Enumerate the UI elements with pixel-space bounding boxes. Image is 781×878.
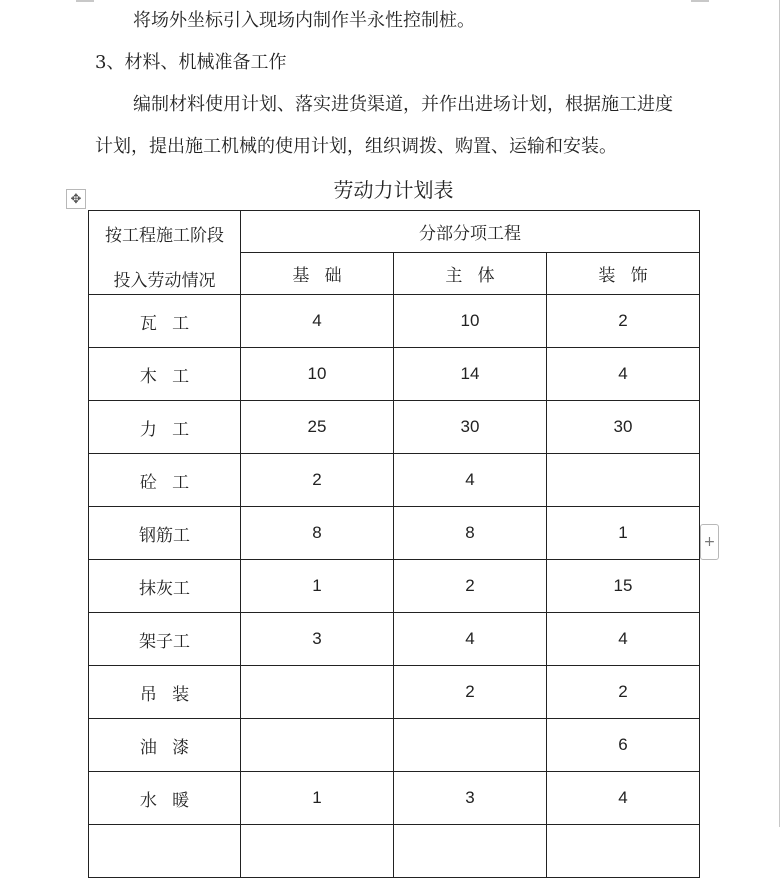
- value-cell: [394, 719, 547, 772]
- value-cell: 2: [547, 295, 700, 348]
- value-cell: [547, 454, 700, 507]
- column-header-cell: 基础: [241, 253, 394, 295]
- value-cell: 1: [241, 772, 394, 825]
- table-caption: 劳动力计划表: [333, 178, 454, 202]
- body-line-4: 计划，提出施工机械的使用计划，组织调拨、购置、运输和安装。: [95, 136, 617, 157]
- plus-icon[interactable]: +: [700, 524, 719, 560]
- value-cell: [394, 825, 547, 878]
- trade-cell: 架子工: [89, 613, 241, 666]
- trade-cell: 水暖: [89, 772, 241, 825]
- value-cell: 30: [547, 401, 700, 454]
- move-arrows-icon[interactable]: ✥: [66, 189, 86, 209]
- value-cell: 8: [394, 507, 547, 560]
- value-cell: 2: [394, 560, 547, 613]
- table-row: [89, 825, 700, 878]
- value-cell: [241, 666, 394, 719]
- corner-header-cell: [89, 211, 241, 295]
- table-row: [89, 454, 700, 507]
- column-header-cell: 主体: [394, 253, 547, 295]
- value-cell: 30: [394, 401, 547, 454]
- table-row: [89, 401, 700, 454]
- labor-plan-table: [88, 210, 700, 878]
- table-row: [89, 613, 700, 666]
- value-cell: 3: [241, 613, 394, 666]
- table-row: [89, 295, 700, 348]
- value-cell: 10: [394, 295, 547, 348]
- value-cell: [547, 825, 700, 878]
- value-cell: 4: [547, 772, 700, 825]
- value-cell: 14: [394, 348, 547, 401]
- trade-cell: 力工: [89, 401, 241, 454]
- table-row: [89, 507, 700, 560]
- column-header-cell: 装饰: [547, 253, 700, 295]
- trade-cell: 抹灰工: [89, 560, 241, 613]
- value-cell: 4: [394, 613, 547, 666]
- corner-header-line-2: 投入劳动情况: [113, 271, 216, 291]
- section-heading: 3、材料、机械准备工作: [95, 52, 287, 73]
- value-cell: 25: [241, 401, 394, 454]
- trade-cell: 吊装: [89, 666, 241, 719]
- group-header-cell: 分部分项工程: [241, 211, 700, 253]
- page-edge-line: [779, 0, 780, 827]
- value-cell: 3: [394, 772, 547, 825]
- value-cell: [241, 825, 394, 878]
- value-cell: 4: [241, 295, 394, 348]
- trade-cell: 木工: [89, 348, 241, 401]
- margin-mark: [76, 0, 94, 2]
- table-row: [89, 666, 700, 719]
- value-cell: 4: [547, 348, 700, 401]
- table-row: [89, 348, 700, 401]
- value-cell: 6: [547, 719, 700, 772]
- trade-cell: 砼工: [89, 454, 241, 507]
- table-row: [89, 560, 700, 613]
- body-line-1: 将场外坐标引入现场内制作半永性控制桩。: [133, 10, 475, 31]
- value-cell: [241, 719, 394, 772]
- value-cell: 4: [394, 454, 547, 507]
- value-cell: 2: [241, 454, 394, 507]
- body-line-3: 编制材料使用计划、落实进货渠道，并作出进场计划，根据施工进度: [133, 94, 673, 115]
- trade-cell: [89, 825, 241, 878]
- trade-cell: 油漆: [89, 719, 241, 772]
- corner-header-line-1: 按工程施工阶段: [105, 226, 224, 246]
- value-cell: 15: [547, 560, 700, 613]
- trade-cell: 钢筋工: [89, 507, 241, 560]
- value-cell: 10: [241, 348, 394, 401]
- table-row: [89, 772, 700, 825]
- value-cell: 8: [241, 507, 394, 560]
- value-cell: 2: [394, 666, 547, 719]
- trade-cell: 瓦工: [89, 295, 241, 348]
- margin-mark: [691, 0, 709, 2]
- value-cell: 1: [547, 507, 700, 560]
- table-row: [89, 719, 700, 772]
- value-cell: 4: [547, 613, 700, 666]
- value-cell: 1: [241, 560, 394, 613]
- value-cell: 2: [547, 666, 700, 719]
